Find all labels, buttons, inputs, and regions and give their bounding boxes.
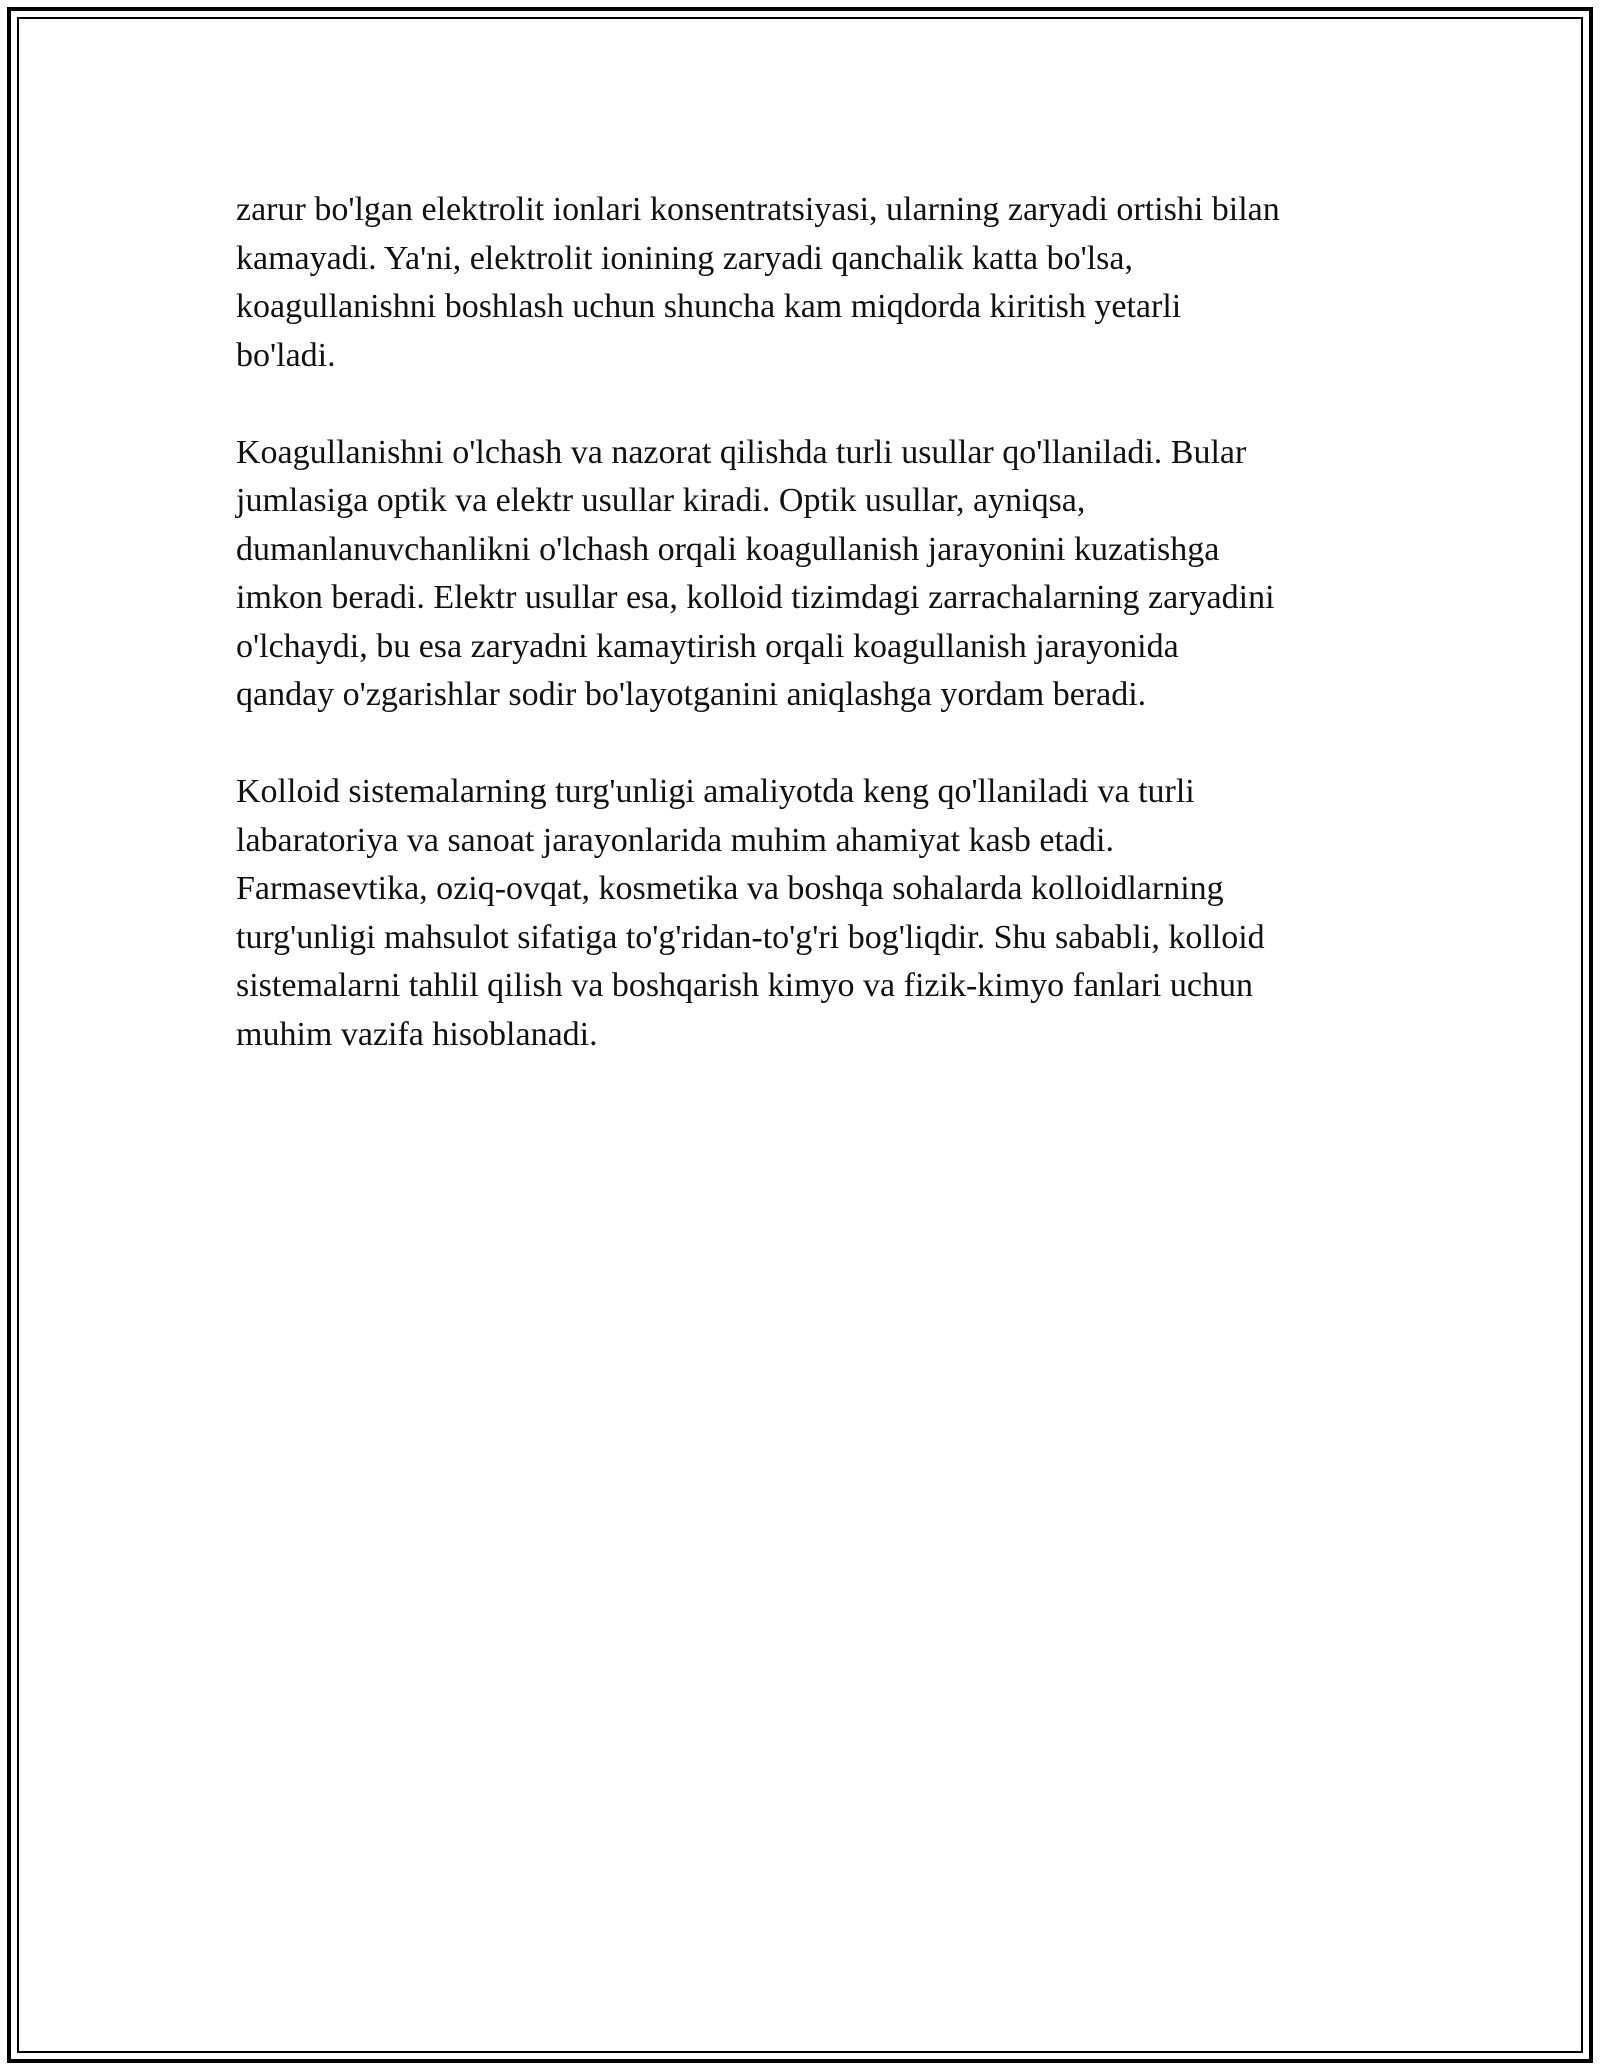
text-line: imkon beradi. Elektr usullar esa, kolloid tizimdagi zarrachalarning zaryadini xyxy=(236,579,1275,616)
text-line: Kolloid sistemalarning turg'unligi amaliyotda keng qo'llaniladi va turli xyxy=(236,773,1195,810)
text-line: koagullanishni boshlash uchun shuncha kam miqdorda kiritish yetarli xyxy=(236,288,1182,325)
text-line: Koagullanishni o'lchash va nazorat qilishda turli usullar qo'llaniladi. Bular xyxy=(236,433,1247,471)
paragraph-1 xyxy=(236,186,1386,380)
text-line: labaratoriya va sanoat jarayonlarida muhim ahamiyat kasb etadi. xyxy=(236,821,1114,859)
paragraph-3 xyxy=(236,768,1386,1059)
text-line: turg'unligi mahsulot sifatiga to'g'ridan-to'g'ri bog'liqdir. Shu sababli, kolloid xyxy=(236,918,1265,956)
text-line: o'lchaydi, bu esa zaryadni kamaytirish orqali koagullanish jarayonida xyxy=(236,627,1179,665)
text-line: zarur bo'lgan elektrolit ionlari konsentratsiyasi, ularning zaryadi ortishi bilan xyxy=(236,191,1280,228)
text-line: muhim vazifa hisoblanadi. xyxy=(236,1015,598,1053)
text-line: bo'ladi. xyxy=(236,336,336,374)
paragraph-2 xyxy=(236,429,1386,720)
text-line: jumlasiga optik va elektr usullar kiradi. Optik usullar, ayniqsa, xyxy=(236,482,1086,519)
text-line: dumanlanuvchanlikni o'lchash orqali koagullanish jarayonini kuzatishga xyxy=(236,530,1220,568)
text-line: sistemalarni tahlil qilish va boshqarish kimyo va fizik-kimyo fanlari uchun xyxy=(236,967,1253,1004)
text-line: qanday o'zgarishlar sodir bo'layotganini aniqlashga yordam beradi. xyxy=(236,676,1147,713)
text-line: kamayadi. Ya'ni, elektrolit ionining zaryadi qanchalik katta bo'lsa, xyxy=(236,239,1133,277)
text-line: Farmasevtika, oziq-ovqat, kosmetika va boshqa sohalarda kolloidlarning xyxy=(236,870,1224,907)
document-body xyxy=(236,186,1386,1108)
